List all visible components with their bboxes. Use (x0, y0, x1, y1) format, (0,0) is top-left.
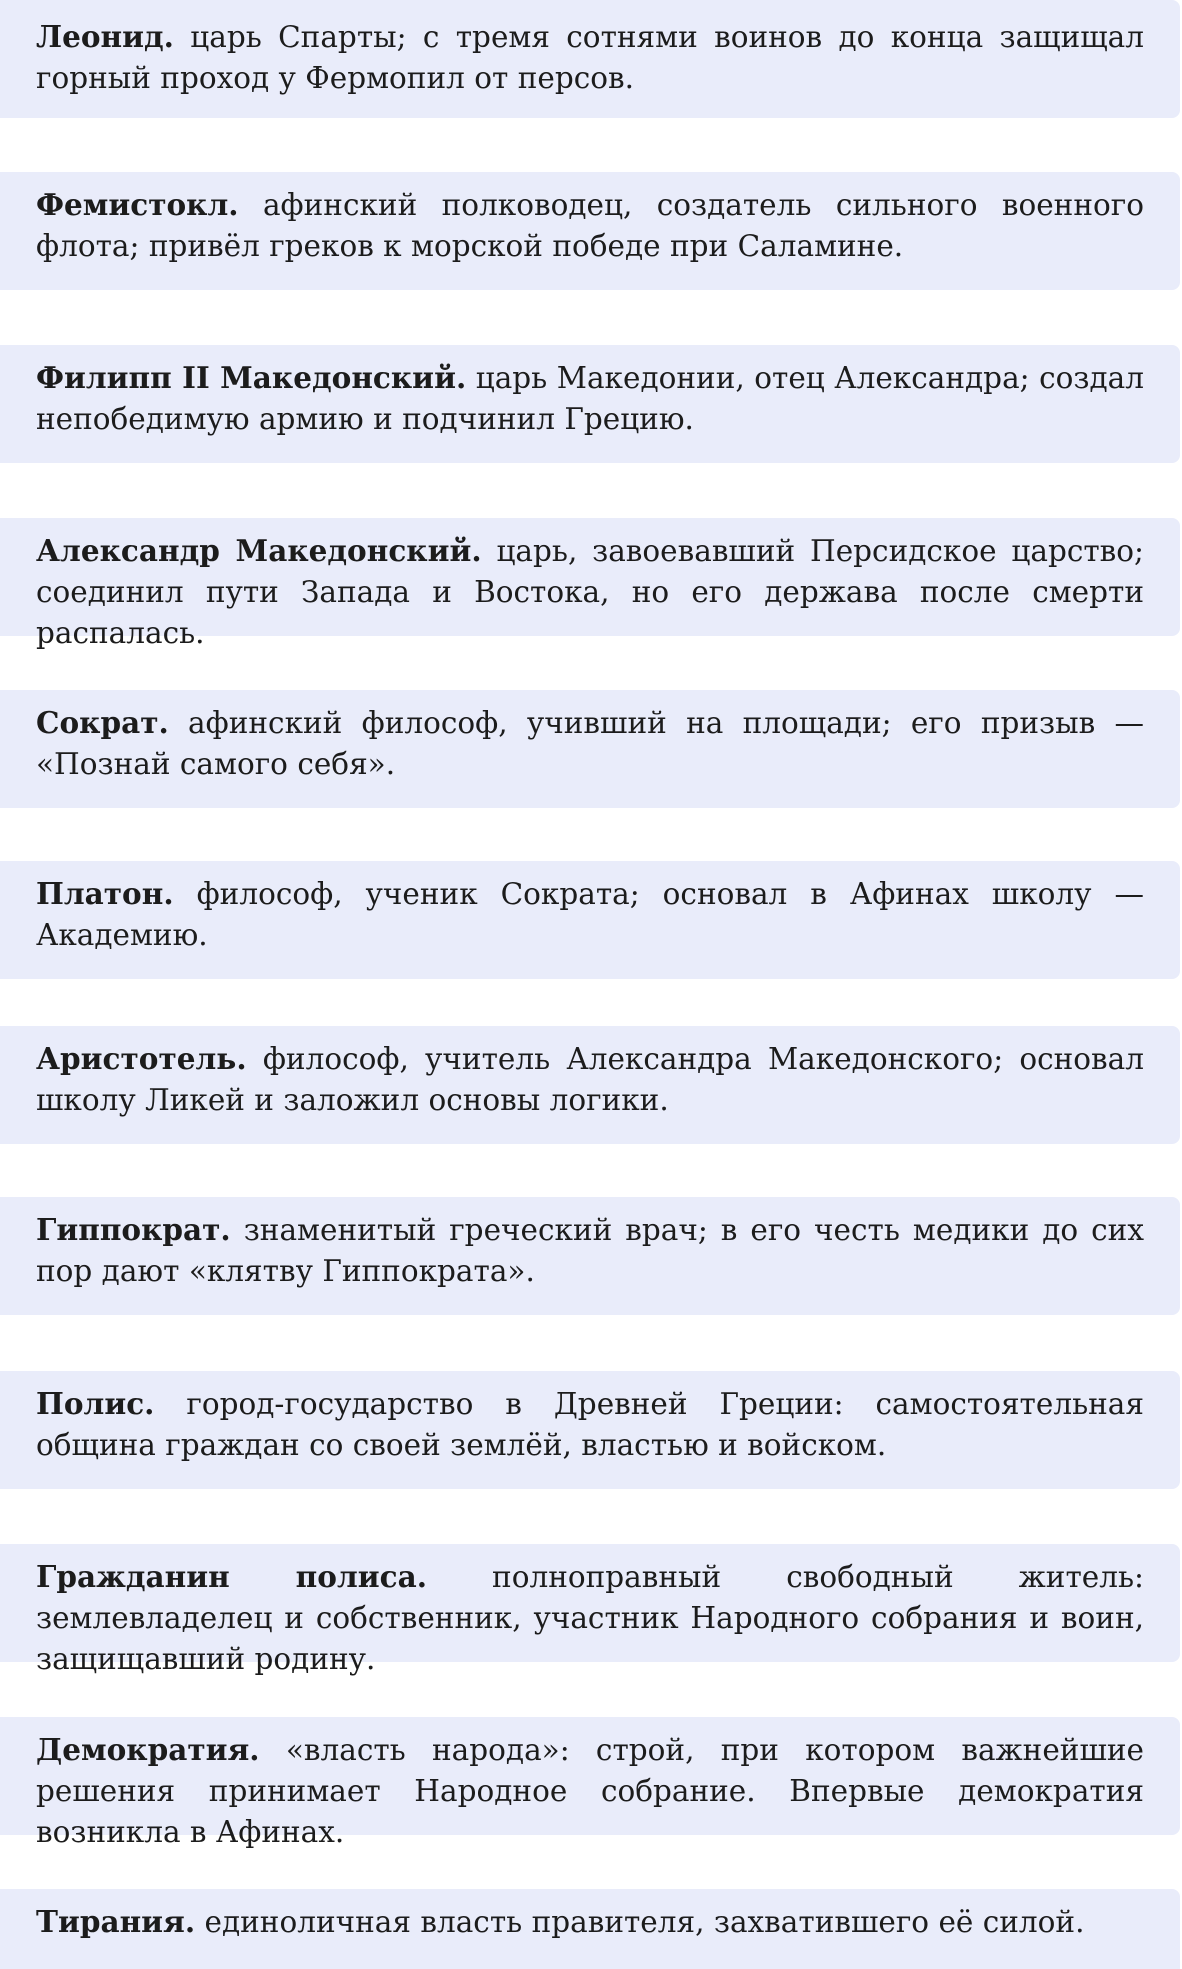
glossary-entry-hippocrates (0, 1197, 1180, 1315)
entry-term: Полис. (36, 1386, 155, 1421)
glossary-entry-socrates (0, 690, 1180, 808)
entry-term: Гиппократ. (36, 1212, 231, 1247)
entry-term: Филипп II Македонский. (36, 360, 467, 395)
glossary-entry-themistocles (0, 172, 1180, 290)
entry-term: Гражданин полиса. (36, 1559, 427, 1594)
entry-term: Александр Македонский. (36, 533, 482, 568)
glossary-entry-plato (0, 861, 1180, 979)
glossary-entry-citizen (0, 1544, 1180, 1676)
glossary-entry-leonidas (0, 0, 1180, 118)
entry-definition: полноправный свободный житель: землевладелец и собственник, участник Народного собрания и воин, защищавший родину. (36, 1560, 1144, 1676)
entry-term: Платон. (36, 876, 174, 911)
glossary-entry-philip-ii (0, 345, 1180, 463)
entry-term: Леонид. (36, 19, 174, 54)
entry-term: Сократ. (36, 705, 169, 740)
glossary-entry-polis (0, 1371, 1180, 1489)
entry-definition: город-государство в Древней Греции: самостоятельная община граждан со своей землёй, властью и войском. (36, 1387, 1144, 1462)
entry-definition: афинский полководец, создатель сильного военного флота; привёл греков к морской победе при Саламине. (36, 188, 1144, 263)
entry-definition: царь Македонии, отец Александра; создал непобедимую армию и подчинил Грецию. (36, 361, 1144, 436)
glossary-entry-aristotle (0, 1026, 1180, 1144)
entry-definition: единоличная власть правителя, захватившего её силой. (204, 1905, 1085, 1939)
entry-definition: знаменитый греческий врач; в его честь медики до сих пор дают «клятву Гиппократа». (36, 1213, 1144, 1288)
entry-definition: афинский философ, учивший на площади; его призыв — «Познай самого себя». (36, 706, 1144, 781)
glossary-entry-democracy (0, 1717, 1180, 1849)
entry-definition: «власть народа»: строй, при котором важнейшие решения принимает Народное собрание. Впервые демократия возникла в Афинах. (36, 1733, 1144, 1849)
glossary-entry-alexander (0, 518, 1180, 650)
entry-term: Демократия. (36, 1732, 260, 1767)
glossary-entry-tyranny (0, 1889, 1180, 1969)
entry-definition: царь Спарты; с тремя сотнями воинов до конца защищал горный проход у Фермопил от персов. (36, 20, 1145, 95)
entry-definition: философ, ученик Сократа; основал в Афинах школу — Академию. (36, 877, 1144, 952)
entry-term: Тирания. (36, 1904, 196, 1939)
entry-definition: философ, учитель Александра Македонского; основал школу Ликей и заложил основы логики. (36, 1042, 1144, 1117)
entry-term: Фемистокл. (36, 187, 239, 222)
entry-term: Аристотель. (36, 1041, 247, 1076)
entry-definition: царь, завоевавший Персидское царство; соединил пути Запада и Востока, но его держава после смерти распалась. (36, 534, 1144, 650)
